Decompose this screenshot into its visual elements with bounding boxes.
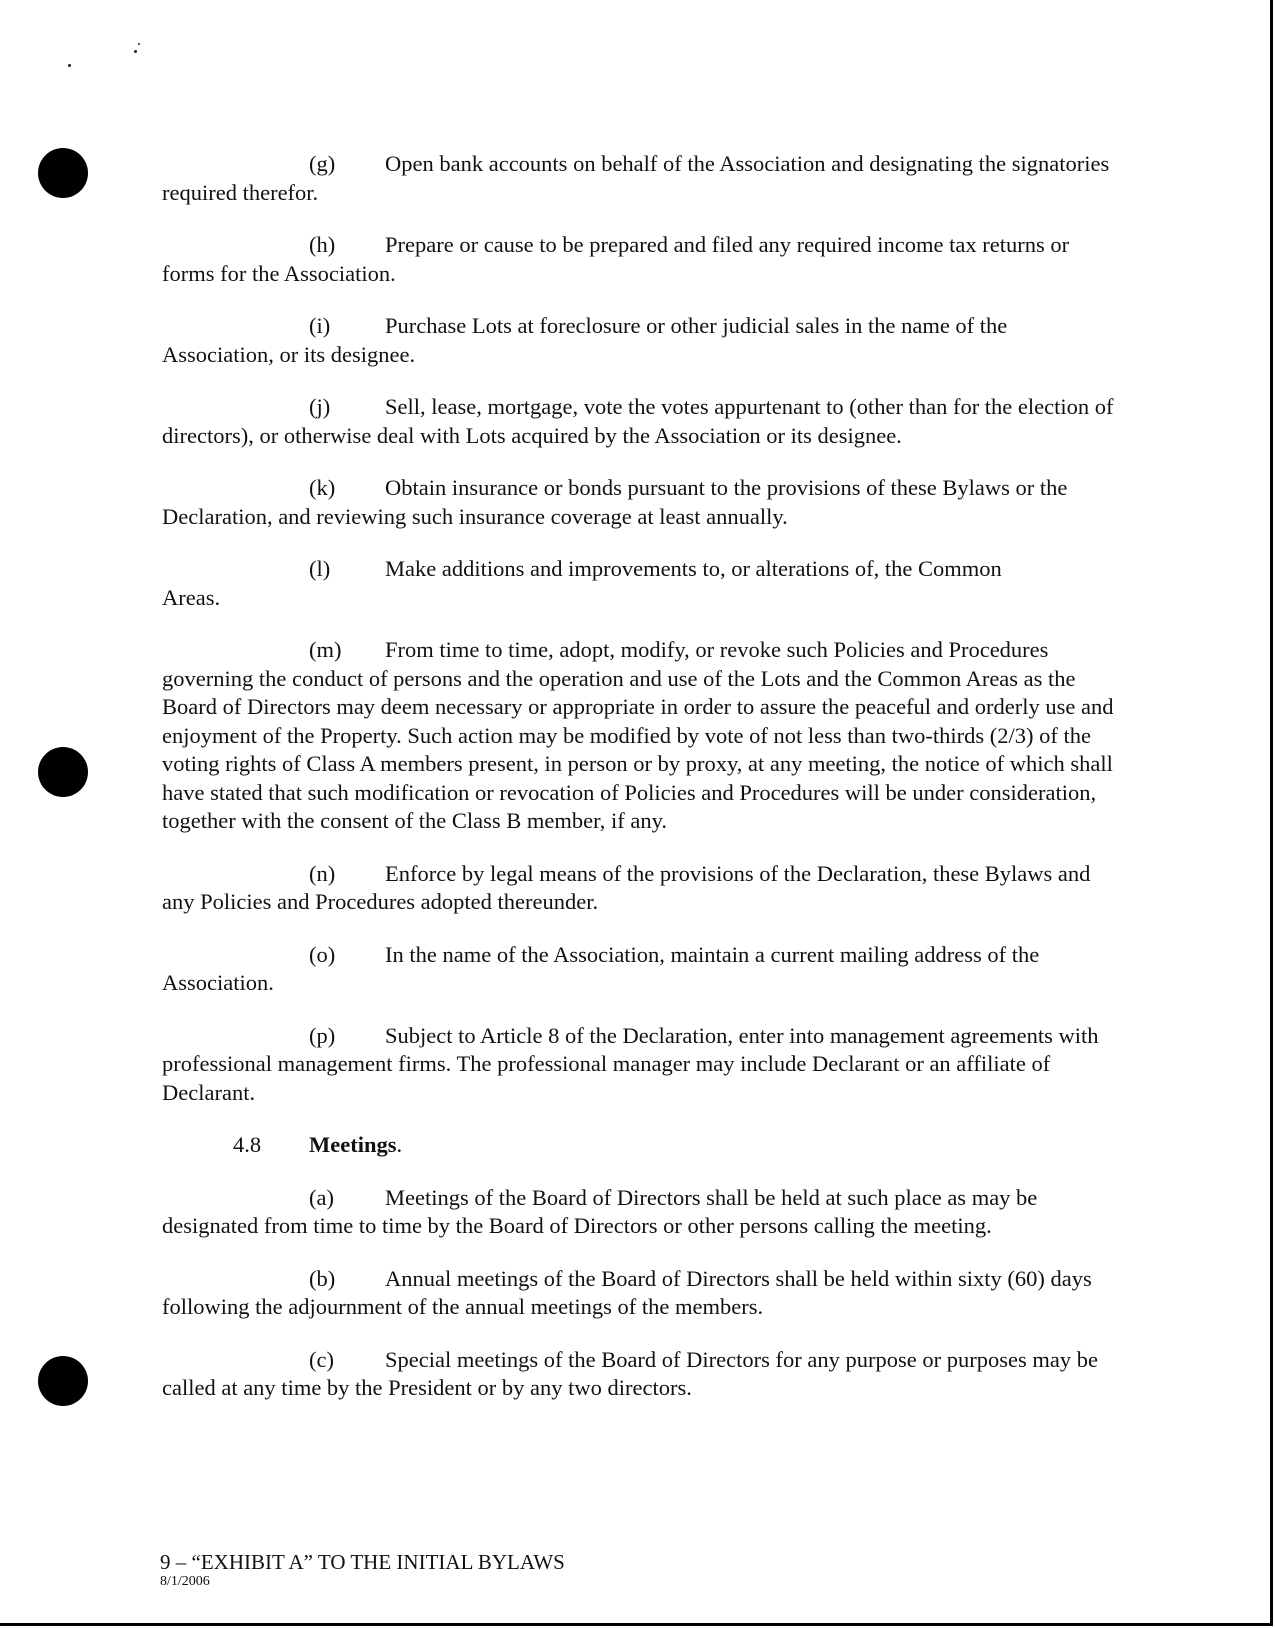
paragraph-l xyxy=(162,555,1122,612)
paragraph-label: (i) xyxy=(309,313,331,338)
paragraph-p xyxy=(162,1022,1122,1108)
paragraph-label: (h) xyxy=(309,232,336,257)
paragraph-text: Open bank accounts on behalf of the Association and designating the signatories required therefor. xyxy=(162,151,1110,205)
paragraph-label: (o) xyxy=(309,941,336,967)
paragraph-text: Enforce by legal means of the provisions of the Declaration, these Bylaws and any Policies and Procedures adopted thereunder. xyxy=(162,860,1091,914)
paragraph-label: (l) xyxy=(309,556,331,581)
paragraph-text: Prepare or cause to be prepared and filed any required income tax returns or forms for the Association. xyxy=(162,232,1070,286)
paragraph-text: Meetings of the Board of Directors shall be held at such place as may be designated from time to time by the Board of Directors or other persons calling the meeting. xyxy=(162,1184,1038,1238)
paragraph-g xyxy=(162,150,1122,207)
paragraph-label: (b) xyxy=(309,1265,336,1291)
footer-date: 8/1/2006 xyxy=(160,1574,210,1589)
paragraph-label: (c) xyxy=(309,1346,334,1372)
paragraph-o xyxy=(162,941,1122,998)
punch-hole-top xyxy=(38,148,88,198)
paragraph-text-continued: Association. xyxy=(162,970,274,995)
paragraph-m xyxy=(162,636,1122,836)
scan-speck xyxy=(138,43,140,45)
paragraph-label: (j) xyxy=(309,394,331,419)
paragraph-n xyxy=(162,860,1122,917)
paragraph-text: Obtain insurance or bonds pursuant to the provisions of these Bylaws or the Declaration, and reviewing such insurance coverage at least annually. xyxy=(162,475,1068,529)
paragraph-text: Purchase Lots at foreclosure or other judicial sales in the name of the Association, or its designee. xyxy=(162,313,1008,367)
section-number: 4.8 xyxy=(233,1132,262,1157)
punch-hole-bottom xyxy=(38,1356,88,1406)
paragraph-h xyxy=(162,231,1122,288)
paragraph-b xyxy=(162,1265,1122,1322)
document-body xyxy=(162,150,1122,1427)
paragraph-group-g-to-k xyxy=(162,150,1122,531)
paragraph-label: (a) xyxy=(309,1184,334,1210)
paragraph-k xyxy=(162,474,1122,531)
section-title-punct: . xyxy=(396,1132,403,1157)
paragraph-a xyxy=(162,1184,1122,1241)
punch-hole-middle xyxy=(38,747,88,797)
paragraph-label: (n) xyxy=(309,860,336,886)
paragraph-label: (g) xyxy=(309,151,336,176)
paragraph-i xyxy=(162,312,1122,369)
paragraph-text: Sell, lease, mortgage, vote the votes appurtenant to (other than for the election of directors), or otherwise deal with Lots acquired by the Association or its designee. xyxy=(162,394,1114,448)
paragraph-label: (m) xyxy=(309,637,342,662)
page-footer xyxy=(160,1550,565,1590)
footer-title: 9 – “EXHIBIT A” TO THE INITIAL BYLAWS xyxy=(160,1550,565,1574)
paragraph-text-continued: Areas. xyxy=(162,584,221,610)
section-title: Meetings xyxy=(309,1132,397,1157)
paragraph-group-m-n xyxy=(162,636,1122,917)
paragraph-j xyxy=(162,393,1122,450)
paragraph-text: In the name of the Association, maintain a current mailing address of the xyxy=(385,941,1040,967)
paragraph-text: Special meetings of the Board of Directors for any purpose or purposes may be called at any time by the President or by any two directors. xyxy=(162,1346,1098,1400)
scan-speck xyxy=(134,50,137,53)
paragraph-text: Subject to Article 8 of the Declaration, enter into management agreements with professional management firms. The professional manager may include Declarant or an affiliate of Declarant. xyxy=(162,1022,1099,1105)
section-heading xyxy=(162,1131,1122,1160)
paragraph-text: Annual meetings of the Board of Directors shall be held within sixty (60) days following the adjournment of the annual meetings of the members. xyxy=(162,1265,1092,1319)
paragraph-label: (k) xyxy=(309,475,336,500)
paragraph-text: Make additions and improvements to, or alterations of, the Common xyxy=(385,556,1002,581)
paragraph-c xyxy=(162,1346,1122,1403)
paragraph-text: From time to time, adopt, modify, or revoke such Policies and Procedures governing the conduct of persons and the operation and use of the Lots and the Common Areas as the Board of Directors may deem necessary or appropriate in order to assure the peaceful and orderly use and enjoyment of the Property. Such action may be modified by vote of not less than two-thirds (2/3) of the voting rights of Class A members present, in person or by proxy, at any meeting, the notice of which shall have stated that such modification or revocation of Policies and Procedures will be under consideration, together with the consent of the Class B member, if any. xyxy=(162,637,1114,833)
scan-speck xyxy=(68,64,71,67)
paragraph-label: (p) xyxy=(309,1022,336,1048)
paragraph-group-a-to-c xyxy=(162,1184,1122,1403)
